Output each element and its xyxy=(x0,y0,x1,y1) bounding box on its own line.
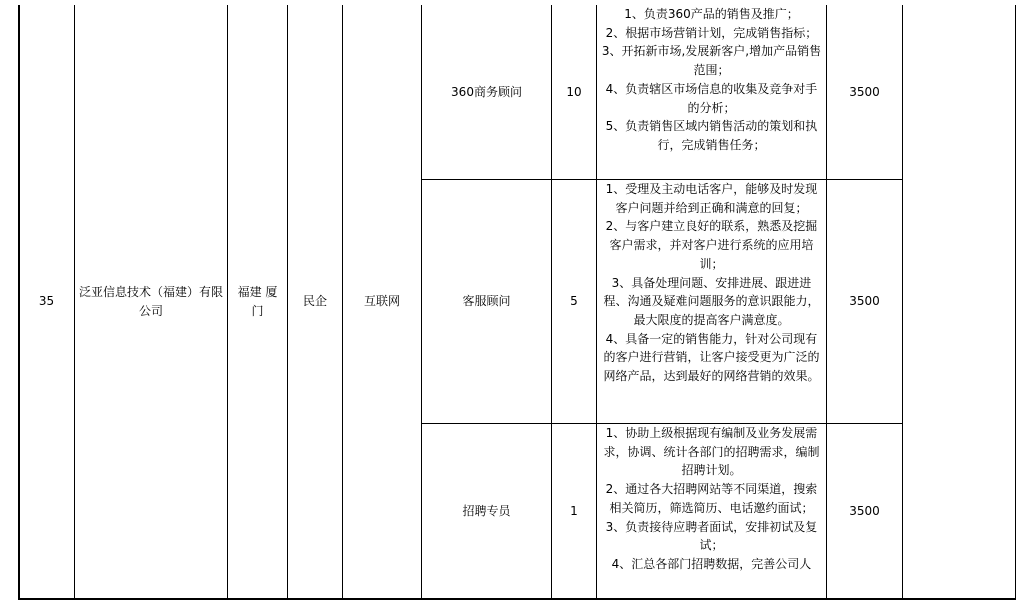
duty-item: 5、负责销售区域内销售活动的策划和执行，完成销售任务； xyxy=(605,119,818,152)
grid-line xyxy=(1015,5,1016,599)
position-duties xyxy=(597,424,826,598)
duty-item: 3、负责接待应聘者面试，安排初试及复试； xyxy=(605,519,818,553)
position-title: 招聘专员 xyxy=(462,503,511,518)
duty-item: 4、负责辖区市场信息的收集及竞争对手的分析； xyxy=(605,81,818,115)
duty-item: 2、通过各大招聘网站等不同渠道，搜索相关简历，筛选简历、电话邀约面试； xyxy=(605,482,818,515)
position-count: 10 xyxy=(566,84,582,99)
position-duties xyxy=(597,180,826,423)
grid-line xyxy=(902,5,903,599)
duty-item: 1、受理及主动电话客户，能够及时发现客户问题并给到正确和满意的回复； xyxy=(605,182,818,215)
company-industry: 互联网 xyxy=(363,294,400,309)
position-salary: 3500 xyxy=(849,84,880,99)
duty-item: 2、根据市场营销计划，完成销售指标； xyxy=(605,25,818,40)
duty-item: 3、具备处理问题、安排进展、跟进进程、沟通及疑难问题服务的意识跟能力，最大限度的提高客户满意度。 xyxy=(603,275,820,327)
position-title: 360商务顾问 xyxy=(451,84,522,99)
duty-item: 3、开拓新市场,发展新客户,增加产品销售范围； xyxy=(601,44,822,78)
grid-line xyxy=(18,598,1016,600)
row-index: 35 xyxy=(38,294,55,309)
duty-item: 4、具备一定的销售能力，针对公司现有的客户进行营销，让客户接受更为广泛的网络产品，达到最好的网络营销的效果。 xyxy=(603,331,820,384)
position-count: 5 xyxy=(570,294,578,309)
duty-item: 4、汇总各部门招聘数据，完善公司人 xyxy=(611,556,812,571)
position-count: 1 xyxy=(570,503,578,518)
duty-item: 1、负责360产品的销售及推广； xyxy=(624,7,799,21)
position-salary: 3500 xyxy=(849,294,880,309)
duty-item: 1、协助上级根据现有编制及业务发展需求，协调、统计各部门的招聘需求，编制招聘计划。 xyxy=(603,426,820,478)
position-duties xyxy=(597,5,826,179)
company-name: 泛亚信息技术（福建）有限公司 xyxy=(78,284,223,318)
duty-item: 2、与客户建立良好的联系，熟悉及挖掘客户需求，并对客户进行系统的应用培训； xyxy=(605,219,818,271)
position-title: 客服顾问 xyxy=(462,294,511,309)
company-ownership: 民企 xyxy=(302,294,327,309)
position-salary: 3500 xyxy=(849,503,880,518)
company-location: 福建 厦门 xyxy=(237,284,278,318)
